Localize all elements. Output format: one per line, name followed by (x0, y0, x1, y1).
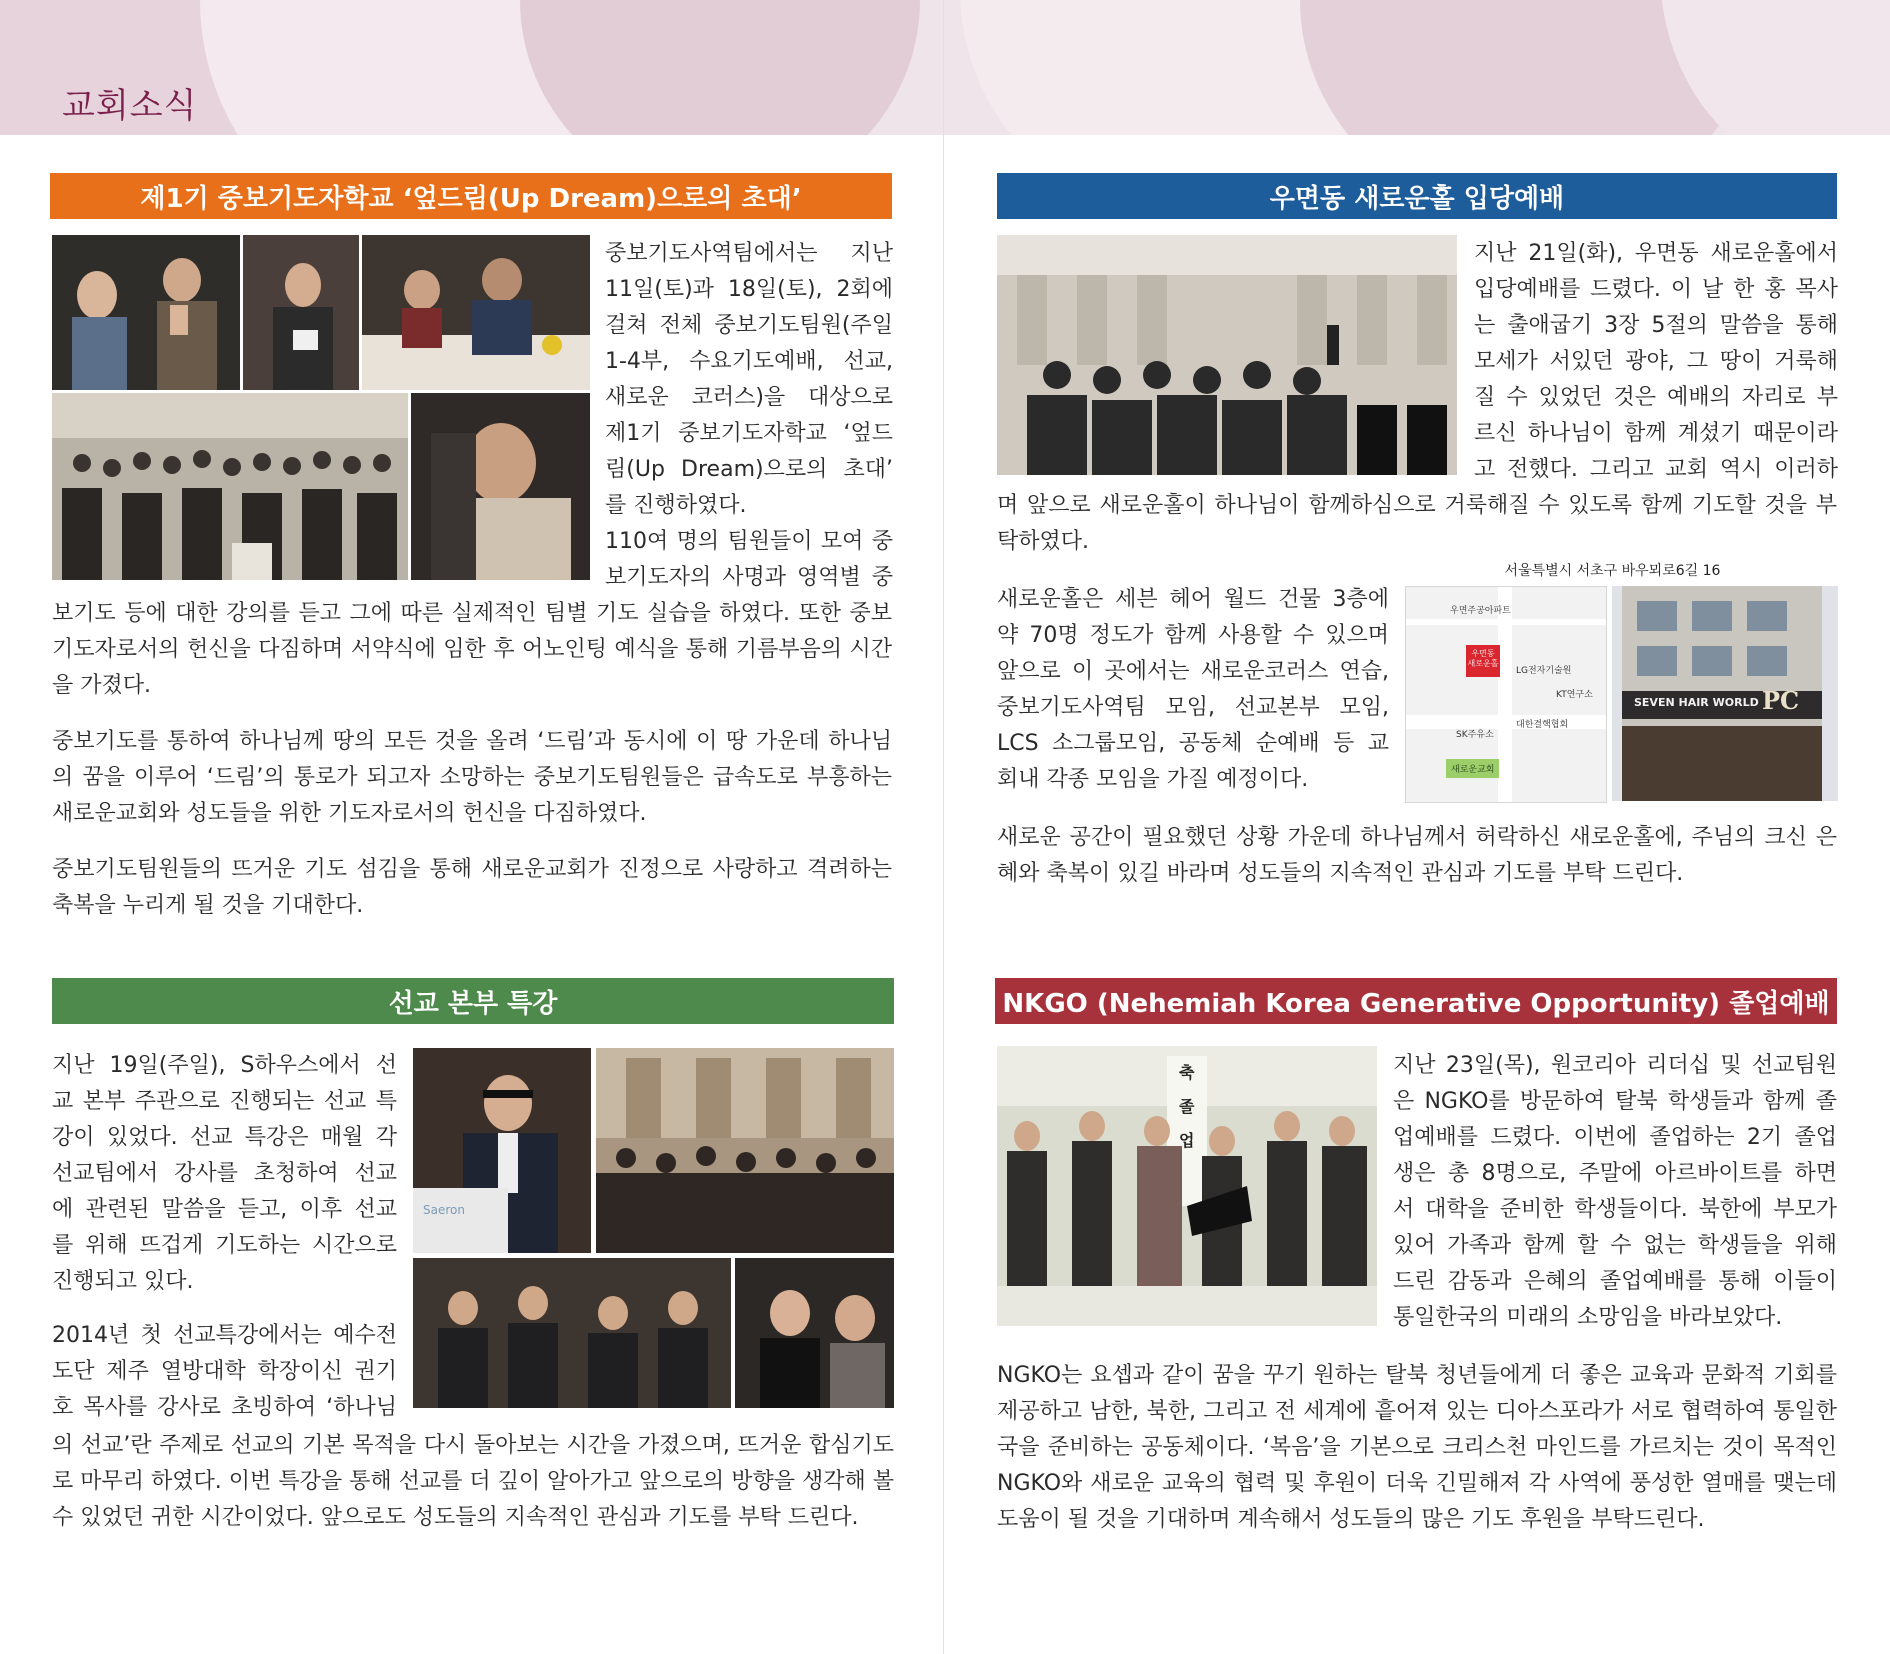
article1-side-line: 걸쳐 전체 중보기도팀원(주일 (605, 313, 893, 338)
article2-side-line: 고 전했다. 그리고 교회 역시 이러하 (1474, 457, 1838, 482)
article2-photo-hall (997, 235, 1457, 475)
article3-podium-text: Saeron (423, 1203, 465, 1217)
article1-paragraph-3: 중보기도팀원들의 뜨거운 기도 섬김을 통해 새로운교회가 진정으로 사랑하고 격려하는 축복을 누리게 될 것을 기대한다. (52, 857, 892, 918)
map-label-apartment: 우면주공아파트 (1450, 606, 1511, 616)
article1-side-line: 새로운 코러스)을 대상으로 (605, 385, 893, 410)
article3-side-line: 지난 19일(주일), S하우스에서 선 (52, 1053, 397, 1078)
article3-title-bar (52, 978, 894, 1024)
header-arc-decoration (520, 0, 920, 135)
article3-photo-women (735, 1258, 894, 1408)
article2-side-line: 입당예배를 드렸다. 이 날 한 홍 목사 (1474, 277, 1838, 302)
map-label-sk: SK주유소 (1456, 730, 1494, 740)
map-label-church: 새로운교회 (1446, 759, 1499, 778)
article4-title-bar (995, 978, 1837, 1024)
article3-side-line: 도단 제주 열방대학 학장이신 권기 (52, 1359, 397, 1384)
article4-banner-char: 업 (1179, 1131, 1195, 1150)
article2-side-line: 는 출애굽기 3장 5절의 말씀을 통해 (1474, 313, 1838, 338)
article1-photo-embrace (411, 393, 590, 580)
article3-side-text (52, 1048, 397, 1426)
map-label-lg: LG전자기술원 (1516, 666, 1572, 676)
map-label-association: 대한결핵협회 (1516, 720, 1569, 730)
article3-photo-speaker (413, 1048, 591, 1253)
article1-side-line: 림(Up Dream)으로의 초대’ (605, 457, 893, 482)
article3-side-line: 호 목사를 강사로 초빙하여 ‘하나님 (52, 1395, 397, 1420)
article2-title-bar (997, 173, 1837, 219)
article1-title-bar (50, 173, 892, 219)
article2-sign-hair: SEVEN HAIR WORLD (1634, 696, 1759, 709)
section-title: 교회소식 (62, 86, 198, 126)
article1-side-line: 11일(토)과 18일(토), 2회에 (605, 277, 893, 302)
article1-side-line: 110여 명의 팀원들이 모여 중 (605, 529, 893, 554)
article3-paragraph-1: 의 선교’란 주제로 선교의 기본 목적을 다시 돌아보는 시간을 가졌으며, 뜨거운 합심기도로 마무리 하였다. 이번 특강을 통해 선교를 더 깊이 알아가고 앞으로의 방향을 생각해 볼 수 있었던 귀한 시간이었다. 앞으로도 성도들의 지속적인 관심과 기도를 부탁 드린다. (52, 1433, 894, 1530)
article4-side-line: 서 대학을 준비한 학생들이다. 북한에 부모가 (1393, 1197, 1837, 1222)
article4-side-line: 업예배를 드렸다. 이번에 졸업하는 2기 졸업 (1393, 1125, 1837, 1150)
article3-photo-praying (413, 1258, 731, 1408)
article2-photo-building (1612, 586, 1838, 801)
map-label-kt: KT연구소 (1556, 690, 1593, 700)
article1-side-line: 보기도자의 사명과 영역별 중 (605, 565, 893, 590)
article4-side-line: 통일한국의 미래의 소망임을 바라보았다. (1393, 1305, 1783, 1330)
article4-side-line: 있어 가족과 함께 할 수 없는 학생들을 위해 (1393, 1233, 1837, 1258)
map-location-pin: 우면동 새로운홀 (1466, 645, 1500, 677)
article1-photo-congregation (52, 393, 408, 580)
article1-title: 제1기 중보기도자학교 ‘엎드림(Up Dream)으로의 초대’ (140, 183, 802, 214)
article2-side-text (1474, 236, 1838, 488)
article2-side-line: 중보기도사역팀 모임, 선교본부 모임, (997, 695, 1389, 720)
article3-side-line: 교 본부 주관으로 진행되는 선교 특 (52, 1089, 397, 1114)
article3-side-line: 강이 있었다. 선교 특강은 매월 각 (52, 1125, 397, 1150)
article1-photo-prayer (243, 235, 359, 390)
article1-side-line: 1-4부, 수요기도예배, 선교, (605, 349, 893, 374)
article1-side-line: 중보기도사역팀에서는 지난 (605, 241, 893, 266)
article1-paragraph-1: 보기도 등에 대한 강의를 듣고 그에 따른 실제적인 팀별 기도 실습을 하였다. 또한 중보기도자로서의 헌신을 다짐하며 서약식에 임한 후 어노인팅 예식을 통해 기름부음의 시간을 가졌다. (52, 601, 892, 698)
article2-side-line: LCS 소그룹모임, 공동체 순예배 등 교 (997, 731, 1389, 756)
article2-side-line: 새로운홀은 세븐 헤어 월드 건물 3층에 (997, 587, 1389, 612)
article2-sign-pc: PC (1762, 686, 1800, 715)
article3-side-line: 에 관련된 말씀을 듣고, 이후 선교 (52, 1197, 397, 1222)
article2-side-line: 질 수 있었던 것은 예배의 자리로 부 (1474, 385, 1838, 410)
article2-paragraph-3: 새로운 공간이 필요했던 상황 가운데 하나님께서 허락하신 새로운홀에, 주님의 크신 은혜와 축복이 있길 바라며 성도들의 지속적인 관심과 기도를 부탁 드린다. (997, 825, 1837, 886)
article1-photo-table-prayer (362, 235, 590, 390)
article2-title: 우면동 새로운홀 입당예배 (1269, 183, 1565, 214)
article1-paragraph-2: 중보기도를 통하여 하나님께 땅의 모든 것을 올려 ‘드림’과 동시에 이 땅 가운데 하나님의 꿈을 이루어 ‘드림’의 통로가 되고자 소망하는 중보기도팀원들은 급속도로 부흥하는 새로운교회와 성도들을 위한 기도자로서의 헌신을 다짐하였다. (52, 729, 892, 826)
article2-paragraph-1: 며 앞으로 새로운홀이 하나님이 함께하심으로 거룩해질 수 있도록 함께 기도할 것을 부탁하였다. (997, 493, 1837, 554)
article1-side-text (605, 236, 893, 596)
article4-side-line: 지난 23일(목), 원코리아 리더십 및 선교팀원 (1393, 1053, 1837, 1078)
article3-photo-audience (596, 1048, 894, 1253)
article2-address: 서울특별시 서초구 바우뫼로6길 16 (1504, 563, 1721, 579)
article1-side-line: 제1기 중보기도자학교 ‘엎드 (605, 421, 893, 446)
article4-banner-char: 축 (1179, 1063, 1195, 1082)
article2-side-line: 앞으로 이 곳에서는 새로운코러스 연습, (997, 659, 1389, 684)
article2-side-line: 모세가 서있던 광야, 그 땅이 거룩해 (1474, 349, 1838, 374)
article4-banner-char: 졸 (1179, 1097, 1195, 1116)
article3-title: 선교 본부 특강 (388, 988, 558, 1019)
article3-side-line: 를 위해 뜨겁게 기도하는 시간으로 (52, 1233, 397, 1258)
article4-side-text (1393, 1048, 1837, 1336)
article2-side-line: 회내 각종 모임을 가질 예정이다. (997, 767, 1309, 792)
article2-side-line: 르신 하나님이 함께 계셨기 때문이라 (1474, 421, 1838, 446)
article4-photo-graduation (997, 1046, 1377, 1326)
header-band (0, 0, 1890, 135)
article2-side-text-2 (997, 582, 1389, 798)
article4-title: NKGO (Nehemiah Korea Generative Opportunity) 졸업예배 (1002, 988, 1830, 1019)
article4-side-line: 은 NGKO를 방문하여 탈북 학생들과 함께 졸 (1393, 1089, 1837, 1114)
article3-side-line: 진행되고 있다. (52, 1269, 194, 1294)
article4-side-line: 생은 총 8명으로, 주말에 아르바이트를 하면 (1393, 1161, 1837, 1186)
article1-photo-worshippers (52, 235, 240, 390)
article1-side-line: 를 진행하였다. (605, 493, 747, 518)
article2-side-line: 지난 21일(화), 우면동 새로운홀에서 (1474, 241, 1838, 266)
page-fold (943, 0, 944, 1654)
article4-paragraph-1: NGKO는 요셉과 같이 꿈을 꾸기 원하는 탈북 청년들에게 더 좋은 교육과 문화적 기회를 제공하고 남한, 북한, 그리고 전 세계에 흩어져 있는 디아스포라가 서로 협력하여 통일한국을 준비하는 공동체이다. ‘복음’을 기본으로 크리스천 마인드를 가르치는 것이 목적인 NGKO와 새로운 교육의 협력 및 후원이 더욱 긴밀해져 각 사역에 풍성한 열매를 맺는데 도움이 될 것을 기대하며 계속해서 성도들의 많은 기도 후원을 부탁드린다. (997, 1363, 1837, 1532)
article2-location-map (1405, 586, 1607, 803)
article2-side-line: 약 70명 정도가 함께 사용할 수 있으며 (997, 623, 1389, 648)
article4-side-line: 드린 감동과 은혜의 졸업예배를 통해 이들이 (1393, 1269, 1837, 1294)
article3-side-line: 선교팀에서 강사를 초청하여 선교 (52, 1161, 397, 1186)
article3-side-line: 2014년 첫 선교특강에서는 예수전 (52, 1323, 397, 1348)
